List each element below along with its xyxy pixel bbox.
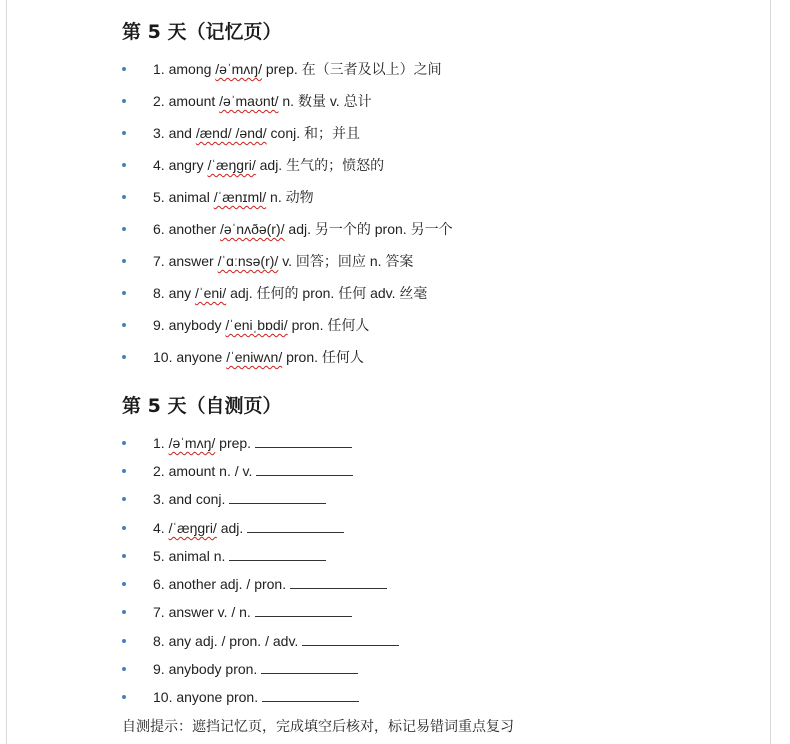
bullet-icon — [122, 667, 126, 671]
page-edge-left — [6, 0, 7, 744]
bullet-icon — [122, 610, 126, 614]
bullet-icon — [122, 323, 126, 327]
bullet-icon — [122, 291, 126, 295]
bullet-icon — [122, 441, 126, 445]
bullet-icon — [122, 639, 126, 643]
bullet-icon — [122, 469, 126, 473]
answer-blank[interactable] — [256, 460, 353, 476]
answer-blank[interactable] — [255, 601, 352, 617]
test-page-heading: 第 5 天（自测页） — [122, 395, 282, 417]
bullet-icon — [122, 355, 126, 359]
memory-page-heading: 第 5 天（记忆页） — [122, 21, 282, 43]
bullet-icon — [122, 227, 126, 231]
bullet-icon — [122, 67, 126, 71]
answer-blank[interactable] — [261, 658, 358, 674]
self-test-tip: 自测提示：遮挡记忆页，完成填空后核对，标记易错词重点复习 — [122, 718, 514, 734]
page-edge-right — [770, 0, 771, 744]
bullet-icon — [122, 554, 126, 558]
answer-blank[interactable] — [262, 686, 359, 702]
bullet-icon — [122, 99, 126, 103]
answer-blank[interactable] — [302, 630, 399, 646]
answer-blank[interactable] — [229, 488, 326, 504]
bullet-icon — [122, 131, 126, 135]
bullet-icon — [122, 582, 126, 586]
answer-blank[interactable] — [290, 573, 387, 589]
answer-blank[interactable] — [255, 432, 352, 448]
bullet-icon — [122, 526, 126, 530]
bullet-icon — [122, 259, 126, 263]
bullet-icon — [122, 195, 126, 199]
bullet-icon — [122, 497, 126, 501]
bullet-icon — [122, 163, 126, 167]
bullet-icon — [122, 695, 126, 699]
answer-blank[interactable] — [229, 545, 326, 561]
answer-blank[interactable] — [247, 517, 344, 533]
